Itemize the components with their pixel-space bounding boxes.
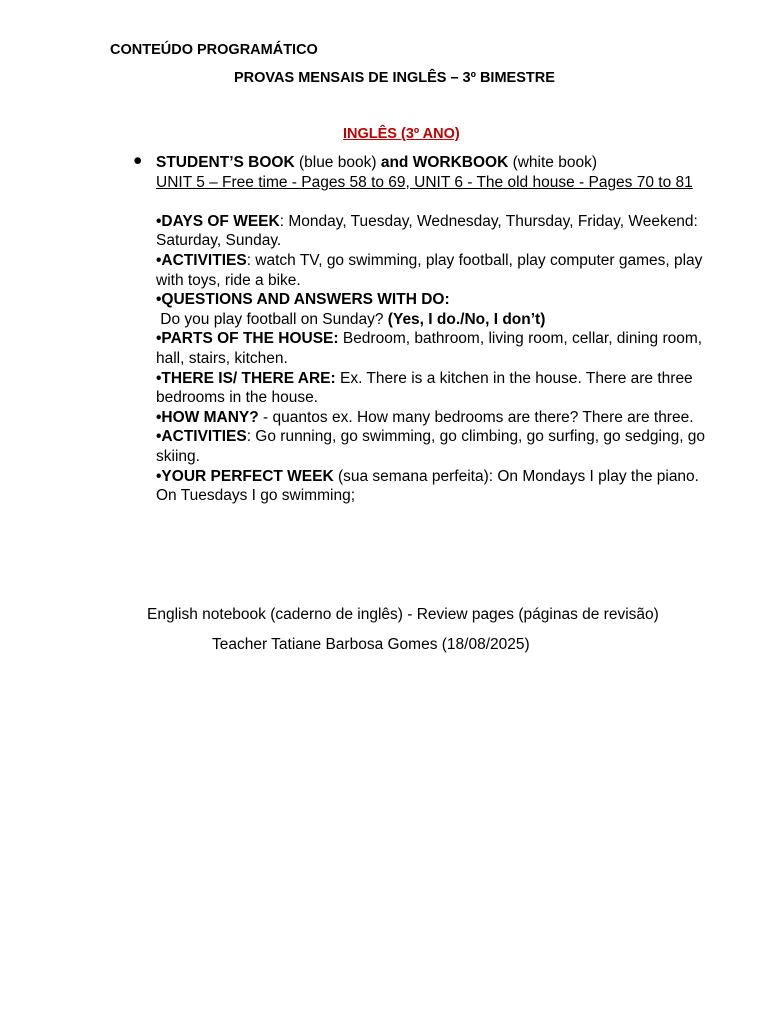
document-subtitle: PROVAS MENSAIS DE INGLÊS – 3º BIMESTRE: [234, 70, 555, 86]
notebook-line: English notebook (caderno de inglês) - Review pages (páginas de revisão): [147, 606, 659, 623]
activities1-text: : watch TV, go swimming, play football, play computer games, play with toys, ride a bike.: [156, 251, 703, 289]
units-line: UNIT 5 – Free time - Pages 58 to 69, UNIT 6 - The old house - Pages 70 to 81: [156, 173, 693, 191]
qa-line: [156, 310, 716, 330]
teacher-line: Teacher Tatiane Barbosa Gomes (18/08/2025): [212, 636, 530, 653]
students-book-desc: (blue book): [294, 154, 381, 171]
house-text: Bedroom, bathroom, living room, cellar, dining room, hall, stairs, kitchen.: [156, 330, 703, 367]
topic-there-is: [156, 369, 716, 408]
document-title: CONTEÚDO PROGRAMÁTICO: [110, 42, 318, 58]
days-text: : Monday, Tuesday, Wednesday, Thursday, Friday, Weekend: Saturday, Sunday.: [156, 212, 698, 250]
topic-days: [156, 212, 716, 251]
activities2-label: •ACTIVITIES: [156, 428, 247, 446]
days-label: •DAYS OF WEEK: [156, 212, 280, 230]
content-block: [156, 153, 716, 506]
thereis-text: Ex. There is a kitchen in the house. There are three bedrooms in the house.: [156, 369, 693, 407]
activities1-label: •ACTIVITIES: [156, 251, 247, 269]
topic-activities-2: [156, 427, 716, 466]
topic-perfect-week: [156, 467, 716, 487]
week-label: •YOUR PERFECT WEEK: [156, 467, 334, 485]
workbook-desc: (white book): [508, 154, 597, 171]
topic-house: [156, 329, 716, 368]
qa-label: •QUESTIONS AND ANSWERS WITH DO:: [156, 291, 450, 309]
topic-activities-1: [156, 251, 716, 290]
workbook-label: and WORKBOOK: [380, 154, 509, 171]
qa-example: Do you play football on Sunday?: [156, 310, 388, 328]
bullet-icon: ●: [133, 152, 143, 169]
thereis-label: •THERE IS/ THERE ARE:: [156, 369, 336, 387]
howmany-text: - quantos ex. How many bedrooms are there? There are three.: [258, 408, 694, 426]
week-line-2: On Tuesdays I go swimming;: [156, 487, 355, 505]
students-book-label: STUDENT’S BOOK: [156, 154, 295, 171]
section-heading: INGLÊS (3º ANO): [343, 126, 460, 142]
week-text: (sua semana perfeita): On Mondays I play the piano.: [333, 467, 699, 485]
house-label: •PARTS OF THE HOUSE:: [156, 330, 339, 348]
activities2-text: : Go running, go swimming, go climbing, go surfing, go sedging, go skiing.: [156, 428, 706, 465]
topic-how-many: [156, 408, 716, 428]
qa-answer: (Yes, I do./No, I don’t): [387, 310, 546, 328]
books-line: [156, 153, 716, 173]
howmany-label: •HOW MANY?: [156, 408, 259, 426]
